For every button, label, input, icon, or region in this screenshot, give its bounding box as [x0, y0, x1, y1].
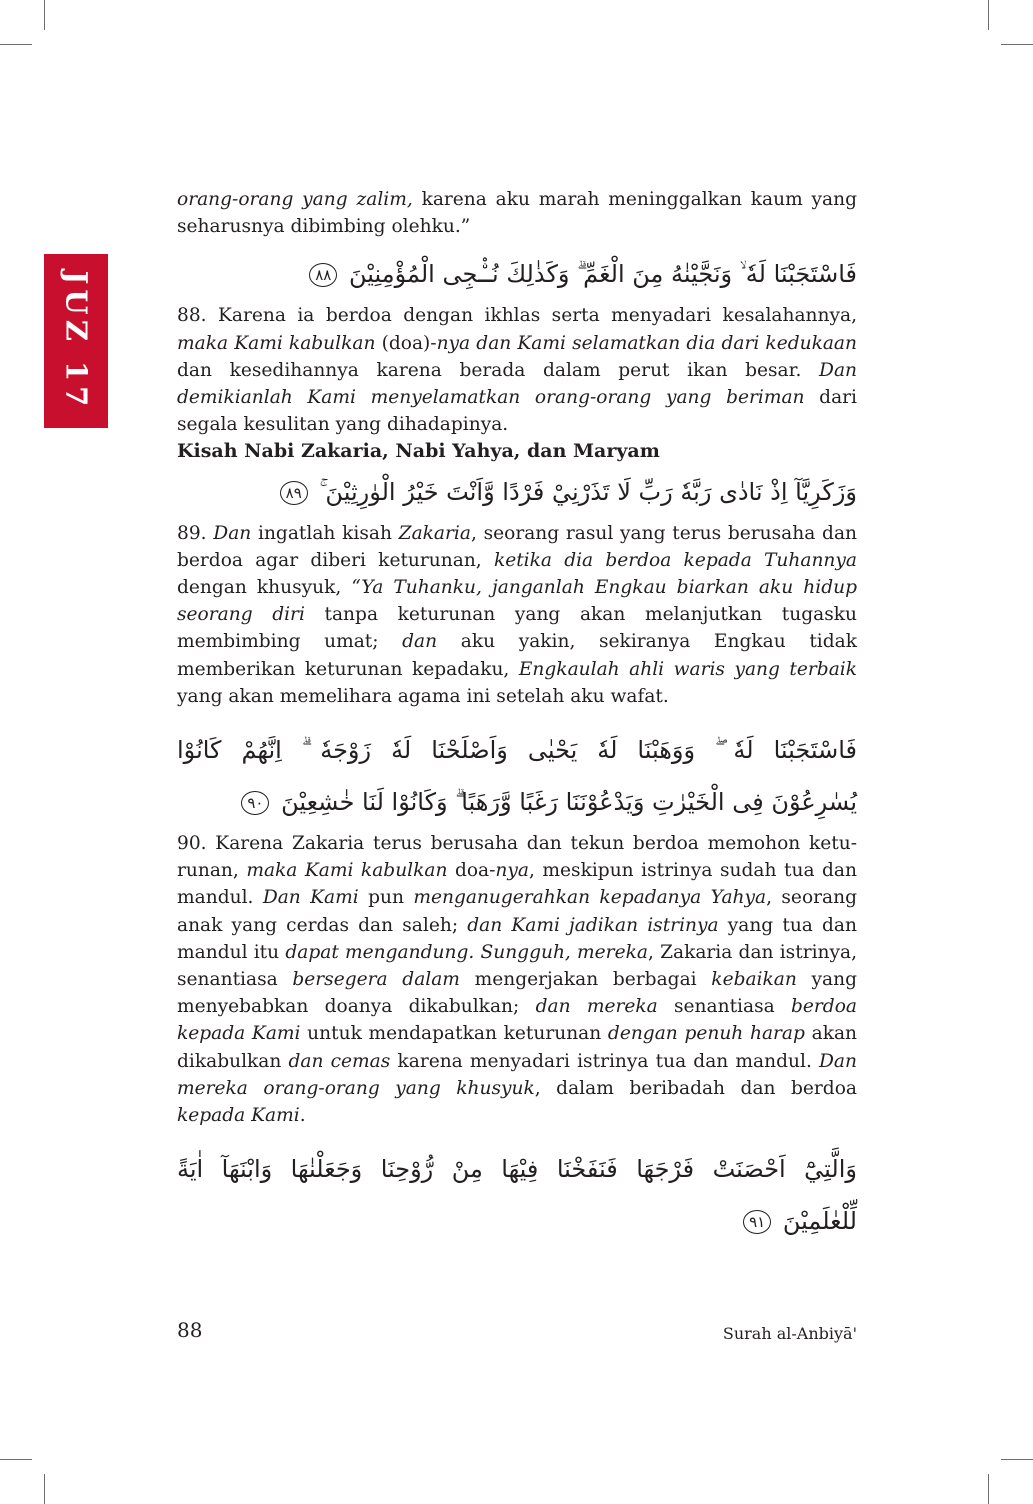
ayah-90-arabic: فَاسْتَجَبْنَا لَهٗ ۖ وَوَهَبْنَا لَهٗ يَحْيٰى وَاَصْلَحْنَا لَهٗ زَوْجَهٗ ۗ اِنَّهُمْ كَانُوْا يُسٰرِعُوْنَ فِى الْخَيْرٰتِ وَيَدْعُوْنَنَا رَغَبًا وَّرَهَبًا ۗ وَكَانُوْا لَنَا خٰشِعِيْنَ ٩٠ — [177, 736, 857, 817]
crop-mark — [1001, 44, 1033, 45]
ayah-number-88: ٨٨ — [309, 263, 337, 287]
ayah-number-89: ٨٩ — [280, 481, 308, 505]
crop-mark — [0, 1459, 32, 1460]
page-content — [177, 186, 857, 1249]
ayah-89-arabic: وَزَكَرِيَّآ اِذْ نَادٰى رَبَّهٗ رَبِّ لَا تَذَرْنِيْ فَرْدًا وَّاَنْتَ خَيْرُ الْوٰرِثِيْنَ ۚ ٨٩ — [177, 466, 857, 518]
ayah-number-90: ٩٠ — [241, 791, 269, 815]
ayah-89-translation: 89. Dan ingatlah kisah Zakaria, seorang rasul yang terus berusaha dan berdoa agar diberi keturunan, ketika dia berdoa kepada Tuhannya dengan khusyuk, “Ya Tuhanku, janganlah Engkau biarkan aku hidup seorang diri tanpa keturunan yang akan melanjutkan tugasku membimbing umat; dan aku yakin, sekiranya Engkau tidak memberikan keturunan kepadaku, Engkaulah ahli waris yang terbaik yang akan memelihara agama ini setelah aku wafat. — [177, 522, 858, 707]
page-number: 88 — [177, 1318, 203, 1342]
crop-mark — [1001, 1459, 1033, 1460]
intro-paragraph: orang-orang yang zalim, karena aku marah meninggalkan kaum yang seharusnya dibimbing olehku.” — [177, 189, 857, 238]
ayah-number-91: ٩١ — [743, 1210, 771, 1234]
section-heading: Kisah Nabi Zakaria, Nabi Yahya, dan Maryam — [177, 440, 660, 463]
juz-tab — [44, 254, 108, 428]
juz-label: JUZ 17 — [59, 270, 94, 412]
ayah-88-translation: 88. Karena ia berdoa dengan ikhlas serta menyadari kesalahannya, maka Kami kabulkan (doa)-nya dan Kami selamatkan dia dari kedukaan dan kesedihannya karena berada dalam perut ikan besar. Dan demikianlah Kami menyelamatkan orang-orang yang beriman dari segala kesulitan yang dihadapinya. — [177, 305, 857, 436]
ayah-88-arabic: فَاسْتَجَبْنَا لَهٗ ۙ وَنَجَّيْنٰهُ مِنَ الْغَمِّ ۗ وَكَذٰلِكَ نُـْۨجِى الْمُؤْمِنِيْنَ ٨٨ — [177, 248, 857, 300]
surah-name: Surah al-Anbiyā' — [722, 1324, 857, 1343]
crop-mark — [988, 0, 989, 30]
crop-mark — [0, 44, 32, 45]
crop-mark — [988, 1474, 989, 1504]
ayah-90-translation: 90. Karena Zakaria terus berusaha dan tekun berdoa memohon keturunan, maka Kami kabulkan doa-nya, meskipun istrinya sudah tua dan mandul. Dan Kami pun menganugerahkan kepadanya Yahya, seorang anak yang cerdas dan saleh; dan Kami jadikan istrinya yang tua dan mandul itu dapat mengandung. Sungguh, mereka, Zakaria dan istrinya, senantiasa bersegera dalam mengerjakan berbagai kebaikan yang menyebabkan doanya dikabulkan; dan mereka senantiasa berdoa kepada Kami untuk mendapatkan keturunan dengan penuh harap akan dikabulkan dan cemas karena menyadari istrinya tua dan mandul. Dan mereka orang-orang yang khusyuk, dalam beribadah dan berdoa kepada Kami. — [177, 833, 858, 1127]
crop-mark — [44, 0, 45, 30]
ayah-91-arabic: وَالَّتِيْٓ اَحْصَنَتْ فَرْجَهَا فَنَفَخْنَا فِيْهَا مِنْ رُّوْحِنَا وَجَعَلْنٰهَا وَابْنَهَآ اٰيَةً لِّلْعٰلَمِيْنَ ٩١ — [177, 1155, 857, 1236]
crop-mark — [44, 1474, 45, 1504]
